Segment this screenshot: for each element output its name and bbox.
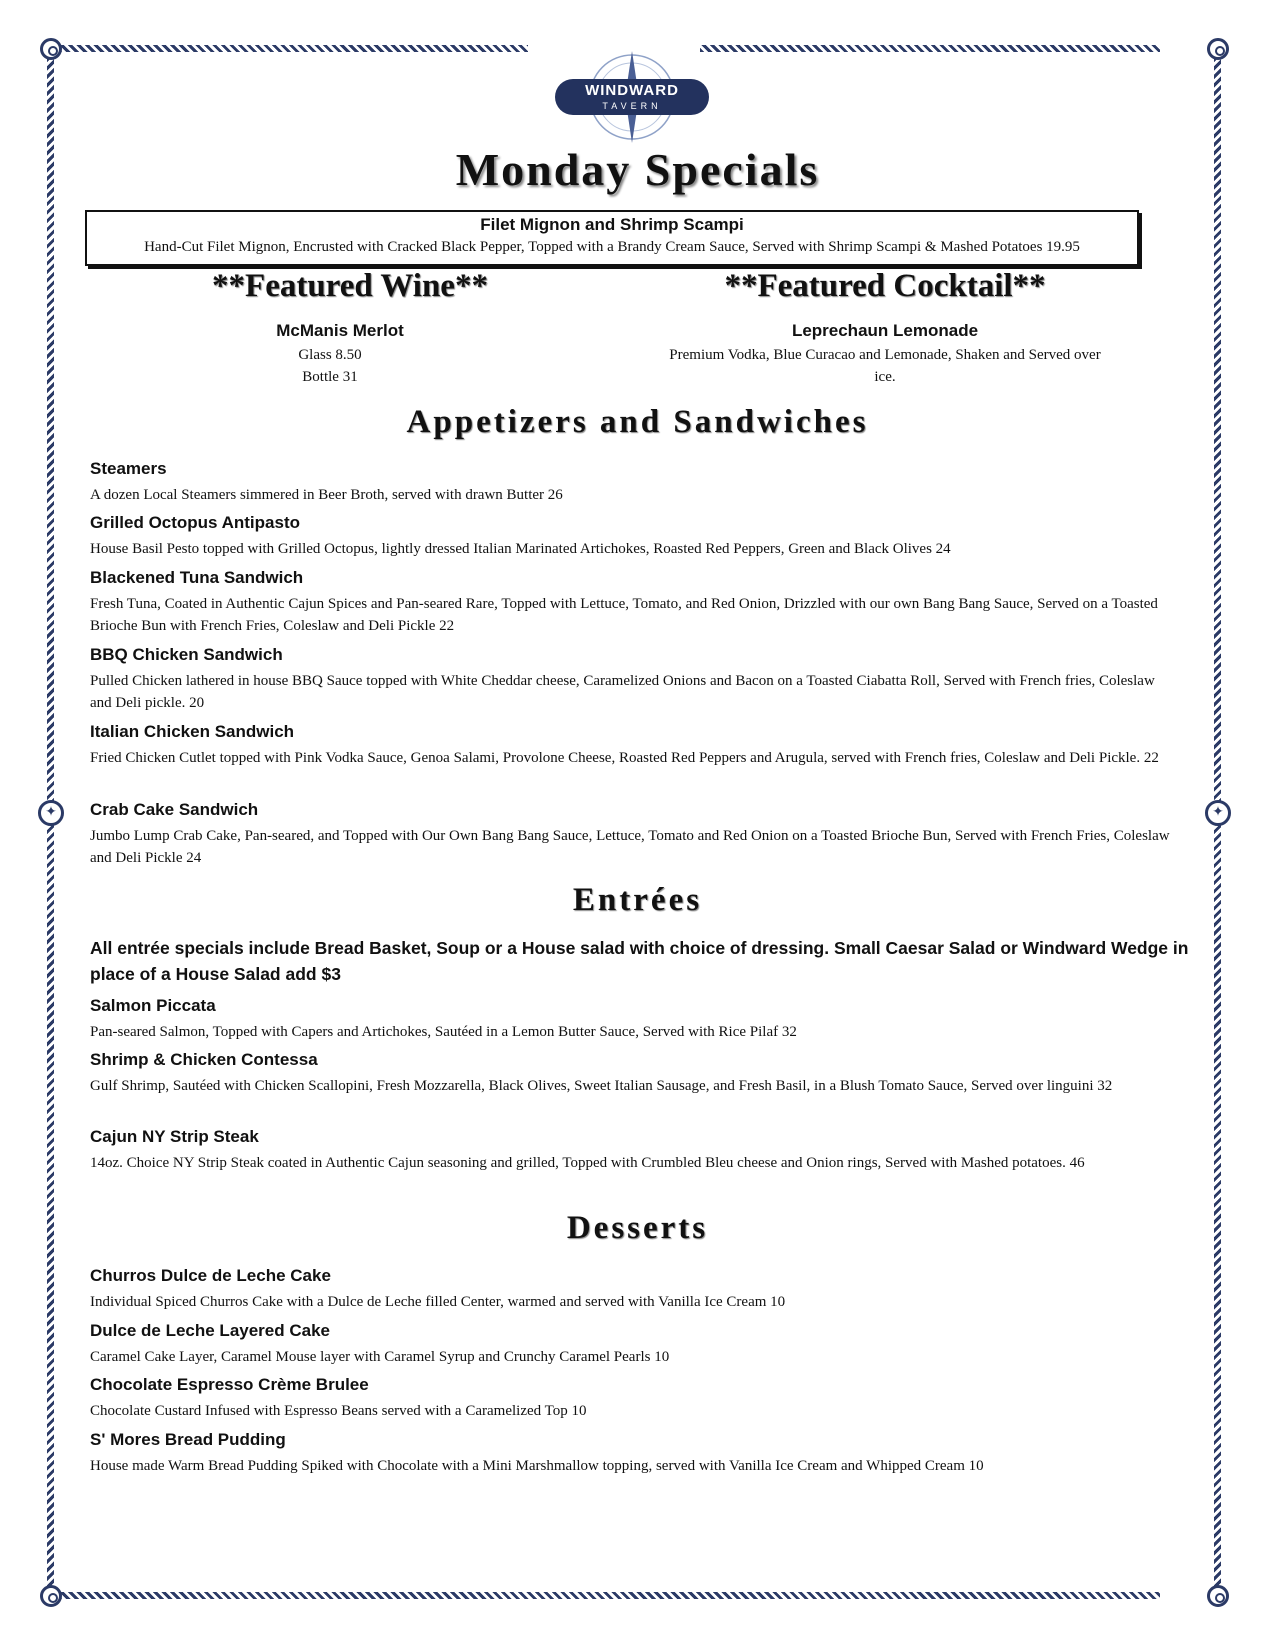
list-item (90, 799, 1180, 869)
item-description: Fried Chicken Cutlet topped with Pink Vodka Sauce, Genoa Salami, Provolone Cheese, Roasted Red Peppers and Arugula, served with French fries, Coleslaw and Deli Pickle. 22 (90, 750, 1159, 766)
item-name: Crab Cake Sandwich (90, 800, 259, 819)
item-name: Steamers (90, 459, 167, 478)
list-item (90, 1265, 1180, 1313)
item-description: Individual Spiced Churros Cake with a Dulce de Leche filled Center, warmed and served with Vanilla Ice Cream 10 (90, 1294, 786, 1310)
desserts-heading: Desserts (566, 1210, 709, 1246)
logo-subtitle: TAVERN (602, 101, 662, 111)
list-item (90, 1374, 1180, 1422)
windward-tavern-logo (555, 47, 709, 147)
logo-name: WINDWARD (585, 82, 679, 99)
compass-rose-icon (38, 800, 64, 826)
logo-badge (555, 79, 709, 115)
featured-wine-heading: **Featured Wine** (212, 268, 488, 304)
item-name: Dulce de Leche Layered Cake (90, 1321, 331, 1340)
corner-knot-icon (1207, 1585, 1229, 1607)
list-item (90, 995, 1180, 1043)
item-description: Pan-seared Salmon, Topped with Capers and Artichokes, Sautéed in a Lemon Butter Sauce, Served with Rice Pilaf 32 (90, 1024, 797, 1040)
corner-knot-icon (40, 1585, 62, 1607)
featured-cocktail-heading: **Featured Cocktail** (724, 268, 1046, 304)
rope-border-top-right (700, 45, 1160, 52)
rope-border-bottom (58, 1592, 1160, 1599)
list-item (90, 458, 1180, 506)
list-item (90, 721, 1180, 769)
item-description: House made Warm Bread Pudding Spiked with Chocolate with a Mini Marshmallow topping, served with Vanilla Ice Cream and Whipped Cream 10 (90, 1458, 984, 1474)
item-description: Caramel Cake Layer, Caramel Mouse layer with Caramel Syrup and Crunchy Caramel Pearls 10 (90, 1349, 670, 1365)
list-item (90, 1049, 1180, 1097)
entrees-note: All entrée specials include Bread Basket, Soup or a House salad with choice of dressing. Small Caesar Salad or Windward Wedge in place of a House Salad add $3 (90, 938, 1189, 984)
list-item (90, 567, 1180, 637)
wine-name: McManis Merlot (276, 321, 404, 340)
item-description: Chocolate Custard Infused with Espresso Beans served with a Caramelized Top 10 (90, 1403, 587, 1419)
wine-bottle-price: Bottle 31 (302, 369, 358, 385)
list-item (90, 1429, 1180, 1477)
item-name: Chocolate Espresso Crème Brulee (90, 1375, 369, 1394)
item-description: A dozen Local Steamers simmered in Beer Broth, served with drawn Butter 26 (90, 487, 563, 503)
corner-knot-icon (1207, 38, 1229, 60)
list-item (90, 644, 1180, 714)
item-name: Blackened Tuna Sandwich (90, 568, 304, 587)
list-item (90, 512, 1180, 560)
item-name: S' Mores Bread Pudding (90, 1430, 286, 1449)
list-item (90, 1126, 1180, 1174)
item-name: Shrimp & Chicken Contessa (90, 1050, 318, 1069)
item-name: Churros Dulce de Leche Cake (90, 1266, 331, 1285)
item-description: House Basil Pesto topped with Grilled Octopus, lightly dressed Italian Marinated Artichokes, Roasted Red Peppers, Green and Black Olives 24 (90, 541, 951, 557)
item-description: Jumbo Lump Crab Cake, Pan-seared, and Topped with Our Own Bang Bang Sauce, Lettuce, Tomato and Red Onion on a Toasted Brioche Bun, Served with French Fries, Coleslaw and Deli Pickle 24 (90, 828, 1170, 866)
item-name: BBQ Chicken Sandwich (90, 645, 283, 664)
corner-knot-icon (40, 38, 62, 60)
special-description: Hand-Cut Filet Mignon, Encrusted with Cracked Black Pepper, Topped with a Brandy Cream Sauce, Served with Shrimp Scampi & Mashed Potatoes 19.95 (144, 239, 1080, 255)
item-name: Italian Chicken Sandwich (90, 722, 295, 741)
entrees-heading: Entrées (572, 882, 703, 918)
item-description: Fresh Tuna, Coated in Authentic Cajun Spices and Pan-seared Rare, Topped with Lettuce, Tomato, and Red Onion, Drizzled with our own Bang Bang Sauce, Served on a Toasted Brioche Bun with French Fries, Coleslaw and Deli Pickle 22 (90, 596, 1158, 634)
rope-border-top-left (58, 45, 528, 52)
item-description: Pulled Chicken lathered in house BBQ Sauce topped with White Cheddar cheese, Caramelized Onions and Bacon on a Toasted Ciabatta Roll, Served with French fries, Coleslaw and Deli pickle. 20 (90, 673, 1155, 711)
item-name: Grilled Octopus Antipasto (90, 513, 300, 532)
cocktail-description-line2: ice. (874, 369, 896, 385)
list-item (90, 1320, 1180, 1368)
compass-rose-icon (1205, 800, 1231, 826)
daily-special-box (85, 210, 1139, 266)
item-description: 14oz. Choice NY Strip Steak coated in Authentic Cajun seasoning and grilled, Topped with Crumbled Bleu cheese and Onion rings, Served with Mashed potatoes. 46 (90, 1155, 1085, 1171)
wine-glass-price: Glass 8.50 (298, 347, 362, 363)
item-description: Gulf Shrimp, Sautéed with Chicken Scallopini, Fresh Mozzarella, Black Olives, Sweet Italian Sausage, and Fresh Basil, in a Blush Tomato Sauce, Served over linguini 32 (90, 1078, 1113, 1094)
appetizers-heading: Appetizers and Sandwiches (406, 404, 869, 440)
item-name: Salmon Piccata (90, 996, 216, 1015)
cocktail-name: Leprechaun Lemonade (791, 321, 979, 340)
item-name: Cajun NY Strip Steak (90, 1127, 259, 1146)
cocktail-description-line1: Premium Vodka, Blue Curacao and Lemonade, Shaken and Served over (669, 347, 1101, 363)
special-name: Filet Mignon and Shrimp Scampi (480, 215, 744, 234)
page-title: Monday Specials (455, 144, 820, 195)
